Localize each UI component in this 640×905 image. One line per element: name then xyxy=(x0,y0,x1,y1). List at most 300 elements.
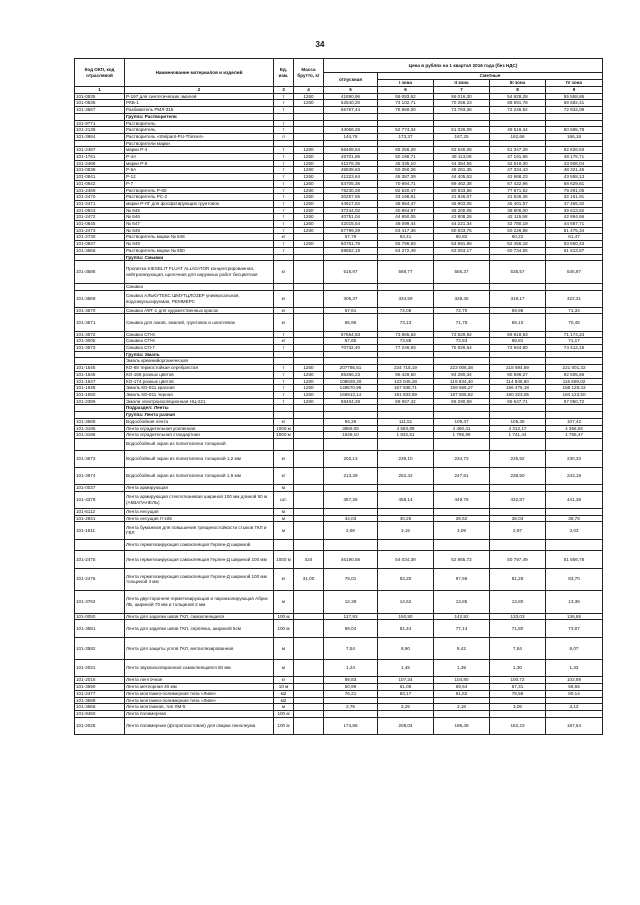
cell-price-zone-3 xyxy=(490,254,546,261)
cell-price-otpusknaya: 66,96 xyxy=(324,314,378,331)
cell-price-otpusknaya: 56408,54 xyxy=(324,147,378,154)
cell-code xyxy=(75,405,125,412)
cell-name: РКБ-1 xyxy=(125,100,274,107)
cell-code: 101-1545 xyxy=(75,365,125,372)
cell-price-zone-4: 3,12 xyxy=(546,704,603,711)
table-row xyxy=(75,345,603,352)
cell-price-zone-3: 3,06 xyxy=(490,704,546,711)
header-zone-2: II зона xyxy=(434,80,490,87)
cell-price-zone-4: 80,14 xyxy=(546,690,603,697)
table-row xyxy=(75,710,603,717)
cell-price-zone-1 xyxy=(378,351,434,358)
cell-price-otpusknaya xyxy=(324,120,378,127)
cell-price-otpusknaya: 67,65 xyxy=(324,338,378,345)
cell-price-zone-2: 223 006,38 xyxy=(434,365,490,372)
table-row xyxy=(75,247,603,254)
cell-price-zone-1 xyxy=(378,140,434,147)
cell-price-otpusknaya: 149670,96 xyxy=(324,385,378,392)
cell-name: Р-7 xyxy=(125,180,274,187)
cell-name: Растворитель xyxy=(125,127,274,134)
cell-price-zone-1: 8,90 xyxy=(378,637,434,660)
cell-price-zone-1: 208,04 xyxy=(378,717,434,734)
cell-code: 101-0845 xyxy=(75,221,125,228)
group-header-row xyxy=(75,412,603,419)
cell-mass xyxy=(294,660,324,677)
cell-unit: кг xyxy=(274,261,294,284)
cell-price-otpusknaya: 55767,44 xyxy=(324,107,378,114)
cell-unit: м2 xyxy=(274,697,294,704)
cell-mass: 1260 xyxy=(294,241,324,248)
cell-mass: 1260 xyxy=(294,194,324,201)
group-header-row xyxy=(75,113,603,120)
cell-price-zone-3: 114 946,60 xyxy=(490,378,546,385)
cell-price-otpusknaya: 70732,40 xyxy=(324,345,378,352)
cell-name: КО-88 термостойкая серебристая xyxy=(125,365,274,372)
cell-price-otpusknaya: 75230,28 xyxy=(324,187,378,194)
cell-price-otpusknaya xyxy=(324,405,378,412)
cell-price-zone-3: 68 691,78 xyxy=(490,100,546,107)
cell-price-zone-3: 67 422,96 xyxy=(490,180,546,187)
cell-price-zone-1 xyxy=(378,508,434,515)
cell-price-zone-2: 81,62 xyxy=(434,690,490,697)
cell-price-zone-3: 45 401,57 xyxy=(490,200,546,207)
cell-price-zone-4: 53 550,43 xyxy=(546,241,603,248)
cell-code: 101-3673 xyxy=(75,450,125,467)
cell-price-zone-3: 105,36 xyxy=(490,418,546,425)
cell-price-zone-1 xyxy=(378,358,434,365)
cell-code: 101-3566 xyxy=(75,704,125,711)
cell-unit: т xyxy=(274,241,294,248)
cell-price-otpusknaya: 306,37 xyxy=(324,290,378,307)
column-number: 3 xyxy=(274,87,294,94)
cell-mass: 1260 xyxy=(294,200,324,207)
cell-unit: т xyxy=(274,107,294,114)
cell-price-zone-3: 2,97 xyxy=(490,522,546,539)
cell-code: 101-1548 xyxy=(75,385,125,392)
cell-code: 101-2477 xyxy=(75,690,125,697)
cell-price-zone-1: 1 832,51 xyxy=(378,432,434,439)
cell-price-zone-1: 48 954,47 xyxy=(378,200,434,207)
cell-price-zone-1 xyxy=(378,697,434,704)
cell-price-zone-1: 69 557,42 xyxy=(378,398,434,405)
cell-price-zone-1: 45 387,39 xyxy=(378,174,434,181)
cell-code: 101-0842 xyxy=(75,180,125,187)
cell-price-zone-1 xyxy=(378,539,434,551)
cell-mass xyxy=(294,508,324,515)
cell-price-zone-1: 59 083,62 xyxy=(378,93,434,100)
cell-code: 101-0037 xyxy=(75,485,125,492)
cell-code: 101-2471 xyxy=(75,200,125,207)
cell-price-zone-2: 63 645,06 xyxy=(434,147,490,154)
cell-price-zone-3: 49 519,44 xyxy=(490,127,546,134)
cell-price-zone-1: 239,10 xyxy=(378,450,434,467)
cell-code: 101-2016 xyxy=(75,677,125,684)
cell-mass xyxy=(294,283,324,290)
cell-price-zone-4: 158 128,43 xyxy=(546,385,603,392)
cell-price-zone-2 xyxy=(434,254,490,261)
cell-price-zone-1 xyxy=(378,120,434,127)
cell-name: Лента оградительная стандартная xyxy=(125,432,274,439)
cell-unit xyxy=(274,254,294,261)
table-row xyxy=(75,613,603,620)
cell-price-zone-3: 72 944,80 xyxy=(490,345,546,352)
cell-price-zone-2: 87,66 xyxy=(434,568,490,591)
cell-price-zone-1: 50 350,26 xyxy=(378,167,434,174)
cell-mass xyxy=(294,539,324,551)
cell-unit: м xyxy=(274,704,294,711)
cell-name: Лента несущая Л-185 xyxy=(125,515,274,522)
table-row xyxy=(75,160,603,167)
cell-price-zone-2: 49 113,08 xyxy=(434,154,490,161)
cell-unit: 100 м xyxy=(274,620,294,637)
cell-unit xyxy=(274,283,294,290)
cell-name: Растворитель РС-2 xyxy=(125,194,274,201)
cell-price-otpusknaya: 12,39 xyxy=(324,591,378,614)
cell-mass xyxy=(294,247,324,254)
cell-price-zone-3 xyxy=(490,113,546,120)
cell-price-zone-4 xyxy=(546,254,603,261)
cell-mass xyxy=(294,591,324,614)
cell-name: Лента герметизирующая самоклеящая Герлен-Д шириной xyxy=(125,539,274,551)
cell-name: № 646 xyxy=(125,214,274,221)
cell-mass xyxy=(294,107,324,114)
cell-price-zone-4 xyxy=(546,485,603,492)
cell-price-zone-2 xyxy=(434,412,490,419)
cell-price-zone-2: 1,39 xyxy=(434,660,490,677)
cell-price-zone-1: 96 429,60 xyxy=(378,371,434,378)
cell-price-zone-3: 13,80 xyxy=(490,591,546,614)
cell-mass xyxy=(294,412,324,419)
cell-price-otpusknaya xyxy=(324,710,378,717)
table-row xyxy=(75,522,603,539)
cell-price-zone-3: 238,50 xyxy=(490,467,546,484)
cell-unit: кг xyxy=(274,568,294,591)
cell-code: 101-3586 xyxy=(75,261,125,284)
cell-price-zone-2: 556,37 xyxy=(434,261,490,284)
cell-price-otpusknaya: 58852,19 xyxy=(324,247,378,254)
cell-name: Эмаль КО-811 черная xyxy=(125,391,274,398)
cell-unit: кг xyxy=(274,307,294,314)
cell-name: Лента оградительная усиленная xyxy=(125,425,274,432)
cell-price-zone-1: 46 099,44 xyxy=(378,221,434,228)
cell-price-zone-2: 75 826,64 xyxy=(434,345,490,352)
cell-price-zone-3 xyxy=(490,140,546,147)
cell-price-zone-4: 73,87 xyxy=(546,620,603,637)
cell-name: Пропитка KIESELIT FLUAT ALLIGATOR концентрированная, нейтрализующая, щелочная для наружных работ бесцветная xyxy=(125,261,274,284)
cell-unit: кг xyxy=(274,450,294,467)
cell-price-zone-2: 449,78 xyxy=(434,491,490,508)
cell-price-zone-4: 43 558,13 xyxy=(546,174,603,181)
cell-price-otpusknaya: 50761,75 xyxy=(324,241,378,248)
cell-price-otpusknaya: 41276,35 xyxy=(324,160,378,167)
cell-name: № 645 xyxy=(125,207,274,214)
table-row xyxy=(75,283,603,290)
cell-name: марки Р-ЛГ для фосфатирующих грунтовок xyxy=(125,200,274,207)
cell-code: 101-1550 xyxy=(75,391,125,398)
table-body xyxy=(75,93,603,734)
cell-price-zone-2: 51 026,09 xyxy=(434,127,490,134)
cell-price-otpusknaya: 41890,96 xyxy=(324,93,378,100)
cell-mass: 31,00 xyxy=(294,568,324,591)
cell-name: Лента бумажная для повышения трещиностойкости стыков ГКЛ и ГВЛ xyxy=(125,522,274,539)
cell-unit: т xyxy=(274,398,294,405)
cell-price-zone-3 xyxy=(490,697,546,704)
cell-mass: 1260 xyxy=(294,160,324,167)
cell-price-zone-4: 39 613,82 xyxy=(546,207,603,214)
cell-price-zone-1: 3,25 xyxy=(378,704,434,711)
table-row xyxy=(75,314,603,331)
cell-name: Лента герметизирующая самоклеящая Герлен-Д шириной 100 мм толщиной 3 мм xyxy=(125,568,274,591)
cell-price-zone-2: 247,81 xyxy=(434,467,490,484)
cell-unit: т xyxy=(274,221,294,228)
cell-code: 101-3581 xyxy=(75,620,125,637)
cell-unit: кг xyxy=(274,290,294,307)
cell-price-zone-2: 70 259,23 xyxy=(434,100,490,107)
table-row xyxy=(75,133,603,140)
cell-price-zone-2: 328,45 xyxy=(434,290,490,307)
table-row xyxy=(75,539,603,551)
cell-name: Р-197 для синтетических эмалей xyxy=(125,93,274,100)
cell-code: 101-2487 xyxy=(75,147,125,154)
cell-unit: т xyxy=(274,100,294,107)
table-row xyxy=(75,690,603,697)
cell-unit: т xyxy=(274,385,294,392)
cell-mass xyxy=(294,345,324,352)
cell-name: Лента несущая xyxy=(125,508,274,515)
cell-price-zone-3: 7,84 xyxy=(490,637,546,660)
cell-unit: 1000 м xyxy=(274,425,294,432)
cell-price-zone-2: 159 566,27 xyxy=(434,385,490,392)
cell-unit: кг xyxy=(274,314,294,331)
table-row xyxy=(75,100,603,107)
cell-price-zone-4: 61 813,87 xyxy=(546,247,603,254)
cell-price-zone-1: 568,77 xyxy=(378,261,434,284)
cell-price-otpusknaya: 174,86 xyxy=(324,717,378,734)
cell-price-zone-4: 61 475,34 xyxy=(546,227,603,234)
table-row xyxy=(75,391,603,398)
group-header-row xyxy=(75,254,603,261)
cell-price-zone-1: 14,62 xyxy=(378,591,434,614)
table-row xyxy=(75,697,603,704)
cell-code: 101-2138 xyxy=(75,127,125,134)
cell-price-zone-3: 52 456,18 xyxy=(490,241,546,248)
cell-price-zone-4: 67 050,72 xyxy=(546,398,603,405)
cell-price-zone-4: 3,03 xyxy=(546,522,603,539)
cell-price-zone-2: 39,52 xyxy=(434,515,490,522)
cell-price-otpusknaya: 67,81 xyxy=(324,307,378,314)
cell-price-zone-2 xyxy=(434,351,490,358)
cell-unit: т xyxy=(274,371,294,378)
cell-price-zone-1: 45 335,10 xyxy=(378,160,434,167)
table-row xyxy=(75,385,603,392)
cell-mass xyxy=(294,704,324,711)
table-row xyxy=(75,704,603,711)
cell-price-zone-2: 142,92 xyxy=(434,613,490,620)
cell-name: Лента полимерная xyxy=(125,710,274,717)
cell-code: 101-2730 xyxy=(75,234,125,241)
table-row xyxy=(75,371,603,378)
cell-code xyxy=(75,412,125,419)
cell-price-zone-4: 4 356,92 xyxy=(546,425,603,432)
cell-price-otpusknaya: 108628,20 xyxy=(324,378,378,385)
table-row xyxy=(75,684,603,691)
cell-name: Лента армирующая xyxy=(125,485,274,492)
cell-unit: м xyxy=(274,637,294,660)
cell-unit: 100 м xyxy=(274,613,294,620)
cell-price-zone-1: 167 938,71 xyxy=(378,385,434,392)
cell-mass xyxy=(294,450,324,467)
cell-price-otpusknaya: 202,13 xyxy=(324,450,378,467)
cell-mass xyxy=(294,491,324,508)
cell-code: 101-3195 xyxy=(75,425,125,432)
cell-mass xyxy=(294,613,324,620)
cell-price-zone-2 xyxy=(434,710,490,717)
cell-mass: 1260 xyxy=(294,221,324,228)
cell-price-zone-3: 60 226,86 xyxy=(490,227,546,234)
cell-price-zone-1: 74 102,71 xyxy=(378,100,434,107)
cell-unit: т xyxy=(274,160,294,167)
cell-price-zone-2 xyxy=(434,697,490,704)
cell-price-zone-1: 76 969,00 xyxy=(378,107,434,114)
cell-name: Разбавитель РМЛ-315 xyxy=(125,107,274,114)
cell-name: Группа: Растворители xyxy=(125,113,274,120)
cell-price-zone-4: 166,18 xyxy=(546,133,603,140)
cell-price-zone-1: 107,34 xyxy=(378,677,434,684)
cell-price-zone-2: 104,80 xyxy=(434,677,490,684)
table-row xyxy=(75,234,603,241)
cell-price-zone-1: 150,90 xyxy=(378,613,434,620)
table-row xyxy=(75,200,603,207)
cell-price-zone-2: 73 783,36 xyxy=(434,107,490,114)
cell-unit: т xyxy=(274,345,294,352)
cell-price-zone-4: 61,47 xyxy=(546,234,603,241)
cell-price-zone-1: 44 850,05 xyxy=(378,214,434,221)
cell-code: 101-2399 xyxy=(75,398,125,405)
table-row xyxy=(75,398,603,405)
cell-price-zone-4: 187,64 xyxy=(546,717,603,734)
cell-price-zone-2: 234,73 xyxy=(434,450,490,467)
cell-price-zone-1: 83,17 xyxy=(378,690,434,697)
cell-price-zone-1: 55 799,93 xyxy=(378,241,434,248)
cell-mass xyxy=(294,684,324,691)
cell-price-otpusknaya: 42015,54 xyxy=(324,221,378,228)
cell-mass xyxy=(294,338,324,345)
cell-price-otpusknaya: 45701,85 xyxy=(324,154,378,161)
cell-price-zone-4: 69 682,41 xyxy=(546,100,603,107)
cell-price-zone-3 xyxy=(490,485,546,492)
cell-price-zone-3: 318,17 xyxy=(490,290,546,307)
cell-unit: т xyxy=(274,167,294,174)
cell-price-zone-4: 70,45 xyxy=(546,314,603,331)
cell-unit: м xyxy=(274,485,294,492)
cell-price-zone-1: 82 620,47 xyxy=(378,187,434,194)
cell-mass xyxy=(294,432,324,439)
cell-price-zone-4: 184 123,50 xyxy=(546,391,603,398)
cell-price-zone-3: 78,58 xyxy=(490,690,546,697)
table-row xyxy=(75,591,603,614)
cell-price-zone-2: 4 460,41 xyxy=(434,425,490,432)
cell-mass xyxy=(294,620,324,637)
cell-price-zone-4: 62 626,53 xyxy=(546,147,603,154)
cell-mass xyxy=(294,438,324,450)
cell-price-zone-1 xyxy=(378,283,434,290)
cell-price-zone-4: 48 175,71 xyxy=(546,154,603,161)
cell-price-zone-1: 54 034,39 xyxy=(378,551,434,568)
cell-unit: л xyxy=(274,133,294,140)
cell-mass xyxy=(294,515,324,522)
table-row xyxy=(75,677,603,684)
cell-code: 101-3567 xyxy=(75,107,125,114)
cell-price-zone-2: 187 605,82 xyxy=(434,391,490,398)
table-row xyxy=(75,438,603,450)
cell-price-zone-3: 4 312,17 xyxy=(490,425,546,432)
cell-mass: 1260 xyxy=(294,167,324,174)
cell-price-zone-2: 54 691,86 xyxy=(434,241,490,248)
cell-code: 101-1511 xyxy=(75,522,125,539)
cell-mass xyxy=(294,113,324,120)
column-number: 4 xyxy=(294,87,324,94)
cell-price-zone-3: 133,03 xyxy=(490,613,546,620)
cell-price-zone-4 xyxy=(546,539,603,551)
cell-mass: 1260 xyxy=(294,214,324,221)
column-number: 5 xyxy=(324,87,378,94)
cell-price-zone-1: 40 864,97 xyxy=(378,207,434,214)
cell-name: Р-4А xyxy=(125,154,274,161)
cell-price-zone-3: 72 246,92 xyxy=(490,107,546,114)
cell-price-zone-3: 69,81 xyxy=(490,338,546,345)
cell-name: Водосбойный экран из полиэтилена толщиной xyxy=(125,438,274,450)
cell-price-zone-3: 535,57 xyxy=(490,261,546,284)
cell-mass xyxy=(294,358,324,365)
cell-price-zone-3 xyxy=(490,358,546,365)
cell-code: 101-0839 xyxy=(75,167,125,174)
cell-mass: 1260 xyxy=(294,371,324,378)
table-row xyxy=(75,107,603,114)
cell-code: 101-3569 xyxy=(75,290,125,307)
cell-code xyxy=(75,539,125,551)
table-row xyxy=(75,147,603,154)
cell-price-otpusknaya: 52540,20 xyxy=(324,100,378,107)
cell-price-zone-2: 167,25 xyxy=(434,133,490,140)
cell-price-otpusknaya: 516,97 xyxy=(324,261,378,284)
cell-price-zone-2: 44 354,56 xyxy=(434,160,490,167)
cell-name: КО-168 разных цветов xyxy=(125,371,274,378)
cell-price-zone-2: 72,70 xyxy=(434,307,490,314)
cell-name: Смывка для лаков, эмалей, грунтовок и шпатлевок xyxy=(125,314,274,331)
cell-price-zone-2: 72,53 xyxy=(434,338,490,345)
cell-price-zone-2: 80 833,86 xyxy=(434,187,490,194)
cell-name: Лента для заделки швов ГКЛ, самоклеящаяся xyxy=(125,613,274,620)
cell-price-zone-3: 69,10 xyxy=(490,314,546,331)
cell-price-zone-4: 74 412,18 xyxy=(546,345,603,352)
cell-price-otpusknaya: 76,21 xyxy=(324,690,378,697)
cell-price-zone-2: 52 865,72 xyxy=(434,551,490,568)
cell-name: марки Р-4 xyxy=(125,147,274,154)
cell-price-otpusknaya xyxy=(324,412,378,419)
cell-price-zone-3: 432,87 xyxy=(490,491,546,508)
cell-price-zone-2: 71,78 xyxy=(434,314,490,331)
cell-price-otpusknaya xyxy=(324,697,378,704)
cell-code: 101-3674 xyxy=(75,467,125,484)
cell-price-otpusknaya: 78,01 xyxy=(324,568,378,591)
cell-price-otpusknaya: 85366,23 xyxy=(324,371,378,378)
cell-name: Лента полимерная (фторопластовая) для сварки линолеума xyxy=(125,717,274,734)
table-row xyxy=(75,167,603,174)
cell-price-otpusknaya xyxy=(324,283,378,290)
cell-price-zone-3 xyxy=(490,120,546,127)
cell-price-zone-3: 54 828,28 xyxy=(490,93,546,100)
table-row xyxy=(75,140,603,147)
